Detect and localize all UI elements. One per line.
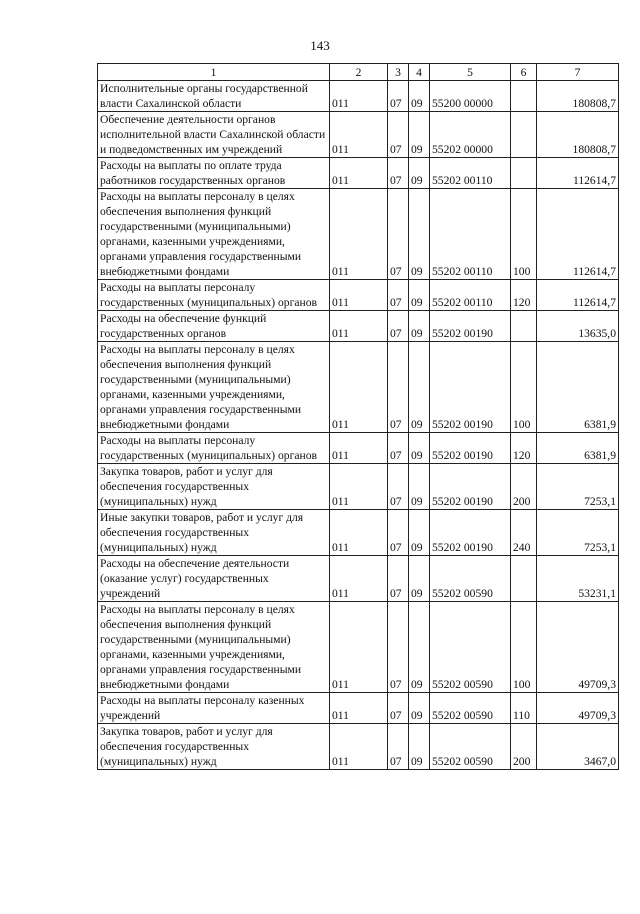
row-amount: 7253,1: [537, 510, 619, 556]
row-amount: 180808,7: [537, 81, 619, 112]
row-name-cell: Расходы на обеспечение функций государственных органов: [98, 311, 330, 342]
row-admin-code: 011: [330, 342, 388, 433]
row-name-cell: Расходы на выплаты персоналу в целях обеспечения выполнения функций государственными (муниципальными) органами, казенными учреждениями, органами управления государственными внебюджетными фондами: [98, 342, 330, 433]
row-name-cell: Закупка товаров, работ и услуг для обеспечения государственных (муниципальных) нужд: [98, 464, 330, 510]
table-row: [98, 81, 619, 112]
row-target-code: 55202 00110: [430, 280, 511, 311]
column-header: 5: [430, 64, 511, 81]
row-amount: 180808,7: [537, 112, 619, 158]
table-row: [98, 280, 619, 311]
row-section-code: 07: [388, 556, 409, 602]
row-name-cell: Расходы на выплаты персоналу государственных (муниципальных) органов: [98, 280, 330, 311]
row-name-cell: Расходы на выплаты персоналу в целях обеспечения выполнения функций государственными (муниципальными) органами, казенными учреждениями, органами управления государственными внебюджетными фондами: [98, 602, 330, 693]
row-target-code: 55202 00110: [430, 189, 511, 280]
row-subsection-code: 09: [409, 693, 430, 724]
row-expense-kind: [511, 311, 537, 342]
row-expense-kind: 120: [511, 280, 537, 311]
row-expense-kind: [511, 112, 537, 158]
column-header: 1: [98, 64, 330, 81]
table-row: [98, 724, 619, 770]
row-name-cell: Закупка товаров, работ и услуг для обеспечения государственных (муниципальных) нужд: [98, 724, 330, 770]
table-row: [98, 464, 619, 510]
row-expense-kind: 100: [511, 189, 537, 280]
row-name-cell: Расходы на выплаты персоналу в целях обеспечения выполнения функций государственными (муниципальными) органами, казенными учреждениями, органами управления государственными внебюджетными фондами: [98, 189, 330, 280]
row-subsection-code: 09: [409, 280, 430, 311]
row-admin-code: 011: [330, 280, 388, 311]
row-name-cell: Расходы на выплаты по оплате труда работников государственных органов: [98, 158, 330, 189]
page-number: 143: [310, 38, 330, 53]
row-section-code: 07: [388, 464, 409, 510]
row-expense-kind: 110: [511, 693, 537, 724]
row-admin-code: 011: [330, 433, 388, 464]
table-row: [98, 510, 619, 556]
table-row: [98, 112, 619, 158]
table-row: [98, 311, 619, 342]
row-expense-kind: 120: [511, 433, 537, 464]
table-row: [98, 602, 619, 693]
row-section-code: 07: [388, 112, 409, 158]
row-expense-kind: 240: [511, 510, 537, 556]
row-amount: 6381,9: [537, 342, 619, 433]
row-expense-kind: 100: [511, 342, 537, 433]
row-target-code: 55202 00590: [430, 724, 511, 770]
row-target-code: 55202 00190: [430, 311, 511, 342]
row-section-code: 07: [388, 693, 409, 724]
row-subsection-code: 09: [409, 112, 430, 158]
row-admin-code: 011: [330, 556, 388, 602]
table-row: [98, 556, 619, 602]
column-header: 6: [511, 64, 537, 81]
row-section-code: 07: [388, 510, 409, 556]
row-subsection-code: 09: [409, 556, 430, 602]
row-section-code: 07: [388, 342, 409, 433]
row-target-code: 55202 00590: [430, 602, 511, 693]
row-admin-code: 011: [330, 464, 388, 510]
row-section-code: 07: [388, 311, 409, 342]
row-expense-kind: 200: [511, 464, 537, 510]
row-subsection-code: 09: [409, 510, 430, 556]
row-target-code: 55202 00190: [430, 433, 511, 464]
row-section-code: 07: [388, 189, 409, 280]
row-expense-kind: [511, 158, 537, 189]
row-admin-code: 011: [330, 189, 388, 280]
row-subsection-code: 09: [409, 81, 430, 112]
row-name-cell: Расходы на обеспечение деятельности (оказание услуг) государственных учреждений: [98, 556, 330, 602]
row-admin-code: 011: [330, 311, 388, 342]
row-admin-code: 011: [330, 724, 388, 770]
row-subsection-code: 09: [409, 158, 430, 189]
column-header: 7: [537, 64, 619, 81]
row-amount: 112614,7: [537, 189, 619, 280]
row-target-code: 55202 00190: [430, 464, 511, 510]
row-name-cell: Обеспечение деятельности органов исполнительной власти Сахалинской области и подведомственных им учреждений: [98, 112, 330, 158]
row-subsection-code: 09: [409, 464, 430, 510]
row-amount: 13635,0: [537, 311, 619, 342]
row-target-code: 55202 00190: [430, 342, 511, 433]
row-admin-code: 011: [330, 112, 388, 158]
row-section-code: 07: [388, 81, 409, 112]
row-amount: 49709,3: [537, 693, 619, 724]
row-admin-code: 011: [330, 510, 388, 556]
column-header: 4: [409, 64, 430, 81]
table-row: [98, 693, 619, 724]
row-expense-kind: 200: [511, 724, 537, 770]
row-amount: 3467,0: [537, 724, 619, 770]
row-subsection-code: 09: [409, 342, 430, 433]
row-amount: 53231,1: [537, 556, 619, 602]
row-expense-kind: [511, 81, 537, 112]
table-row: [98, 342, 619, 433]
row-amount: 6381,9: [537, 433, 619, 464]
table-row: [98, 433, 619, 464]
row-name-cell: Расходы на выплаты персоналу государственных (муниципальных) органов: [98, 433, 330, 464]
row-expense-kind: [511, 556, 537, 602]
row-admin-code: 011: [330, 602, 388, 693]
row-target-code: 55202 00000: [430, 112, 511, 158]
row-amount: 49709,3: [537, 602, 619, 693]
row-section-code: 07: [388, 602, 409, 693]
row-subsection-code: 09: [409, 724, 430, 770]
table-header-row: [98, 64, 619, 81]
row-section-code: 07: [388, 724, 409, 770]
column-header: 2: [330, 64, 388, 81]
row-amount: 112614,7: [537, 280, 619, 311]
table-row: [98, 158, 619, 189]
row-target-code: 55202 00190: [430, 510, 511, 556]
row-admin-code: 011: [330, 81, 388, 112]
row-expense-kind: 100: [511, 602, 537, 693]
row-subsection-code: 09: [409, 189, 430, 280]
row-section-code: 07: [388, 158, 409, 189]
row-section-code: 07: [388, 433, 409, 464]
row-admin-code: 011: [330, 693, 388, 724]
row-amount: 7253,1: [537, 464, 619, 510]
row-target-code: 55200 00000: [430, 81, 511, 112]
budget-table: [97, 63, 619, 770]
table-row: [98, 189, 619, 280]
row-section-code: 07: [388, 280, 409, 311]
column-header: 3: [388, 64, 409, 81]
row-target-code: 55202 00590: [430, 556, 511, 602]
row-subsection-code: 09: [409, 433, 430, 464]
row-amount: 112614,7: [537, 158, 619, 189]
row-name-cell: Расходы на выплаты персоналу казенных учреждений: [98, 693, 330, 724]
row-name-cell: Иные закупки товаров, работ и услуг для обеспечения государственных (муниципальных) нужд: [98, 510, 330, 556]
row-subsection-code: 09: [409, 602, 430, 693]
row-target-code: 55202 00590: [430, 693, 511, 724]
row-target-code: 55202 00110: [430, 158, 511, 189]
row-subsection-code: 09: [409, 311, 430, 342]
row-name-cell: Исполнительные органы государственной власти Сахалинской области: [98, 81, 330, 112]
row-admin-code: 011: [330, 158, 388, 189]
